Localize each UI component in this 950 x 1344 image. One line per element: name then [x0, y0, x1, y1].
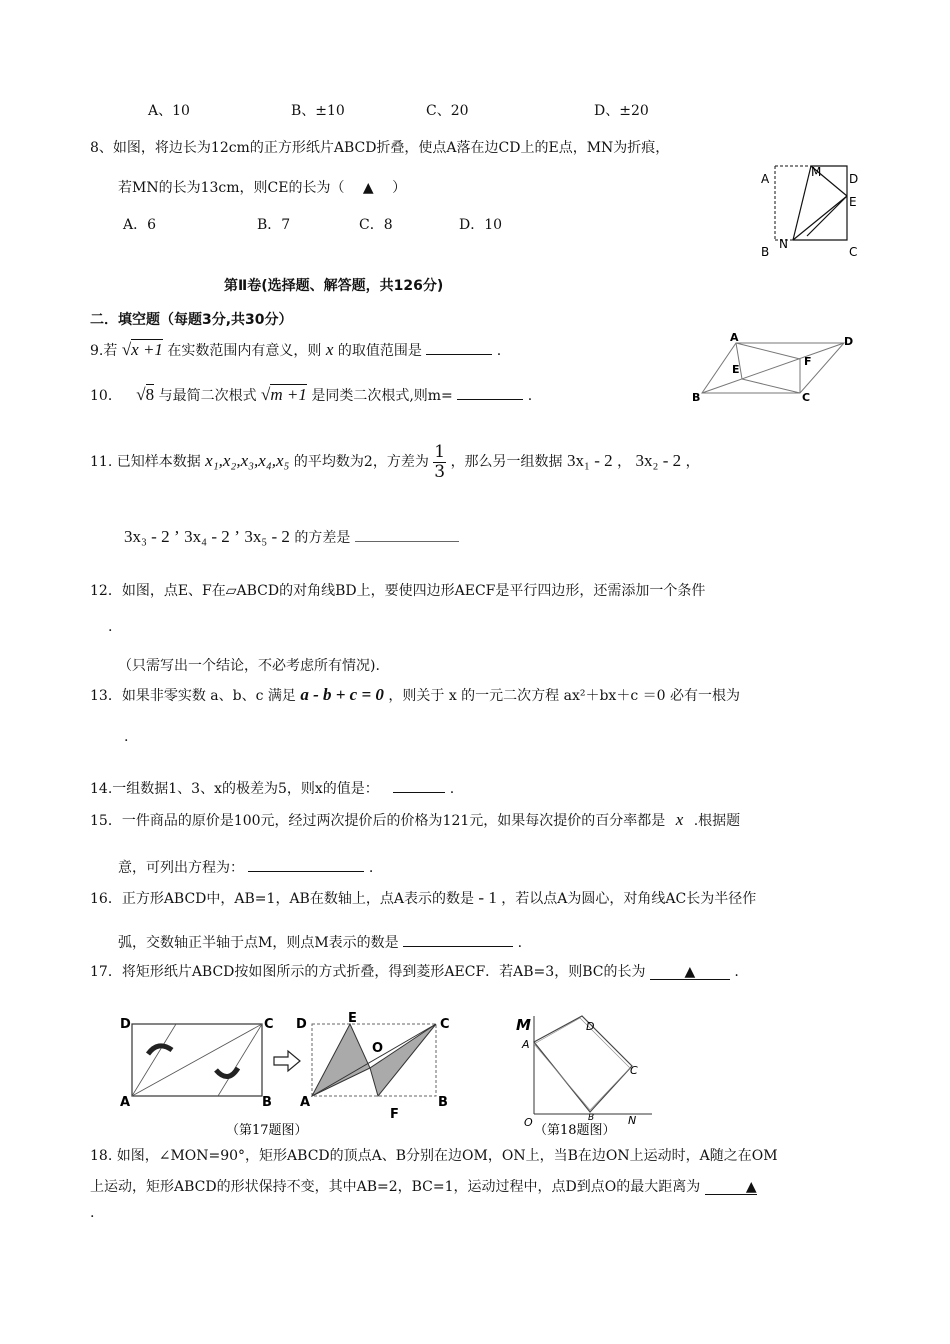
q15-text1: 15．一件商品的原价是100元，经过两次提价后的价格为121元，如果每次提价的百分率都是: [90, 813, 666, 829]
q7-option-c: C、20: [426, 103, 469, 119]
q16-end: .: [517, 935, 523, 951]
q13-line: [90, 686, 740, 703]
q10-sqrt1: √8: [136, 385, 155, 404]
fig17: [110, 1010, 460, 1145]
fig17-label-b: B: [262, 1095, 272, 1110]
q10-line: [90, 386, 532, 403]
q9-var: x: [325, 340, 334, 359]
fig17-label-e: E: [348, 1011, 357, 1026]
q15-var: x: [675, 810, 684, 829]
q8-fig-label-m: M: [811, 165, 822, 179]
q9-pre: 9.若: [90, 343, 118, 359]
q8-fig-label-c: C: [849, 245, 858, 259]
fig18-label-b: B: [588, 1113, 595, 1123]
q7-option-d: D、±20: [594, 103, 649, 119]
q11-frac-den: 3: [434, 461, 446, 482]
q16-text1b: ，若以点A为圆心，对角线AC长为半径作: [501, 891, 757, 907]
q11-frac-num: 1: [434, 442, 446, 462]
q9-post: 的取值范围是: [337, 343, 422, 359]
q8-figure: [755, 160, 865, 265]
fig18-label-m: M: [516, 1016, 531, 1034]
q17-answer-blank[interactable]: [650, 965, 730, 980]
fig-label-c: C: [802, 391, 811, 404]
q8-option-c: C．8: [359, 217, 393, 233]
q16-text2: 弧，交数轴正半轴于点M，则点M表示的数是: [118, 935, 399, 951]
q12-line2: （只需写出一个结论，不必考虑所有情况).: [118, 658, 380, 674]
fig17-label-f: F: [390, 1107, 399, 1122]
q8-fig-label-e: E: [849, 195, 857, 209]
q11-sep1: ，: [617, 454, 632, 471]
fig17-label-c: C: [264, 1017, 274, 1032]
q8-option-a: A．6: [123, 217, 157, 233]
q17-end: .: [734, 964, 739, 980]
q15-text1b: .根据题: [693, 813, 741, 829]
q9-sqrt: √x +1: [121, 340, 163, 359]
q11-line2: [124, 528, 459, 545]
q14-end: .: [449, 781, 455, 797]
q18-answer-blank[interactable]: [705, 1180, 757, 1195]
q11-post: ，那么另一组数据: [450, 454, 563, 471]
q13-dot: .: [124, 729, 129, 745]
fig-label-a: A: [730, 331, 739, 344]
q17-line: [90, 965, 739, 980]
q8-fig-label-a: A: [761, 172, 770, 186]
q15-end: .: [368, 860, 374, 876]
q8-line2: [118, 181, 406, 195]
q10-end: .: [527, 388, 533, 404]
q13-pre: 13．如果非零实数 a、b、c 满足: [90, 688, 296, 704]
right-arrow-icon: [274, 1051, 300, 1071]
fig-label-f: F: [804, 355, 812, 368]
q11-expr2: 3x₂ - 2: [635, 451, 682, 471]
fig18-caption: （第18题图）: [534, 1123, 616, 1138]
q13-eq: a - b + c = 0: [300, 685, 384, 704]
fig-label-e: E: [732, 363, 740, 376]
q10-radicand1: 8: [145, 385, 155, 404]
q12-line1: 12．如图，点E、F在▱ABCD的对角线BD上，要使四边形AECF是平行四边形，还需添加一个条件: [90, 583, 706, 599]
answer-mark: ▲: [684, 964, 696, 980]
q10-radicand2: m +1: [270, 385, 307, 404]
q8-line2-text: 若MN的长为13cm，则CE的长为（: [118, 180, 345, 196]
answer-mark: ▲: [362, 180, 374, 196]
q11-expr5: 3x₅ - 2: [244, 527, 290, 546]
q16-line1: [90, 889, 756, 906]
fill-in-title: 二．填空题（每题3分,共30分）: [90, 312, 293, 328]
q10-num: 10．: [90, 388, 122, 404]
q11-pre: 11. 已知样本数据: [90, 454, 201, 471]
q15-answer-blank[interactable]: [248, 859, 364, 872]
q8-option-d: D．10: [459, 217, 503, 233]
q7-option-a: A、10: [148, 103, 190, 119]
q8-option-b: B．7: [257, 217, 291, 233]
q14-text: 14.一组数据1、3、x的极差为5，则x的值是：: [90, 781, 379, 797]
q8-fig-label-b: B: [761, 245, 770, 259]
parallelogram-figure: [688, 333, 858, 408]
q11-line1: [90, 443, 700, 481]
q9-radicand: x +1: [131, 340, 163, 359]
q9-answer-blank[interactable]: [426, 342, 492, 355]
q16-line2: [118, 934, 522, 950]
fig-label-b: B: [692, 391, 701, 404]
fig18-label-d: D: [586, 1020, 595, 1033]
q16-neg: - 1: [478, 888, 497, 907]
q8-line1: 8、如图，将边长为12cm的正方形纸片ABCD折叠，使点A落在边CD上的E点，MN为折痕，: [90, 140, 670, 156]
q8-close: ）: [392, 180, 407, 196]
fig18-label-a: A: [522, 1038, 530, 1051]
q11-answer-blank[interactable]: [355, 529, 459, 542]
q11-tail: 的方差是: [294, 530, 351, 546]
q14-line: [90, 780, 454, 796]
q11-comma3: ’: [174, 527, 180, 546]
fig17-label-d: D: [120, 1017, 131, 1032]
q10-mid: 与最简二次根式: [158, 388, 257, 404]
answer-mark: ▲: [745, 1179, 757, 1195]
q9-line: [90, 341, 501, 358]
q11-expr1: 3x₁ - 2: [567, 451, 613, 471]
q11-expr3: 3x₃ - 2: [124, 527, 170, 546]
fig18-label-o: O: [524, 1116, 533, 1129]
q14-answer-blank[interactable]: [393, 780, 445, 793]
q17-text: 17．将矩形纸片ABCD按如图所示的方式折叠，得到菱形AECF．若AB=3，则BC的长为: [90, 964, 646, 980]
q10-sqrt2: √m +1: [261, 385, 307, 404]
q9-end: .: [496, 343, 502, 359]
q16-answer-blank[interactable]: [403, 934, 513, 947]
fig17-label-b2: B: [438, 1095, 448, 1110]
q11-vars: x₁,x₂,x₃,x₄,x₅: [205, 451, 290, 471]
q18-text2: 上运动，矩形ABCD的形状保持不变，其中AB=2，BC=1，运动过程中，点D到点O的最大距离为: [90, 1179, 701, 1195]
fig17-label-a: A: [120, 1095, 131, 1110]
q13-post: ，则关于 x 的一元二次方程 ax²＋bx＋c ＝0 必有一根为: [388, 688, 740, 704]
q9-mid: 在实数范围内有意义，则: [167, 343, 322, 359]
section2-title: 第Ⅱ卷(选择题、解答题，共126分): [224, 278, 444, 294]
fig17-label-c2: C: [440, 1017, 450, 1032]
fig17-caption: （第17题图）: [226, 1123, 308, 1138]
fig17-label-d2: D: [296, 1017, 307, 1032]
q15-text2: 意，可列出方程为：: [118, 860, 244, 876]
fig17-label-o: O: [372, 1041, 384, 1056]
q18-dot: .: [90, 1205, 95, 1221]
fig18: [512, 1012, 662, 1142]
fig18-label-n: N: [628, 1114, 637, 1127]
q11-comma4: ’: [234, 527, 240, 546]
q18-line2: [90, 1180, 757, 1195]
curved-arrow-icon: [216, 1068, 238, 1077]
q16-text1: 16．正方形ABCD中，AB=1，AB在数轴上，点A表示的数是: [90, 891, 474, 907]
q11-sep2: ，: [685, 454, 700, 471]
q11-fraction: [433, 443, 446, 481]
fig18-label-c: C: [630, 1064, 638, 1077]
q8-fig-label-d: D: [849, 172, 859, 186]
q8-fig-label-n: N: [779, 237, 788, 251]
fig-label-d: D: [844, 335, 854, 348]
q7-option-b: B、±10: [291, 103, 345, 119]
q10-answer-blank[interactable]: [457, 387, 523, 400]
q18-line1: 18. 如图，∠MON=90°，矩形ABCD的顶点A、B分别在边OM，ON上，当B在边ON上运动时，A随之在OM: [90, 1148, 778, 1164]
q10-post: 是同类二次根式,则m=: [311, 388, 453, 404]
q12-dot: .: [108, 619, 113, 635]
q11-mid: 的平均数为2，方差为: [293, 454, 429, 471]
q15-line2: [118, 859, 373, 875]
q11-expr4: 3x₄ - 2: [184, 527, 230, 546]
q15-line1: [90, 811, 740, 828]
fig17-label-a2: A: [300, 1095, 311, 1110]
